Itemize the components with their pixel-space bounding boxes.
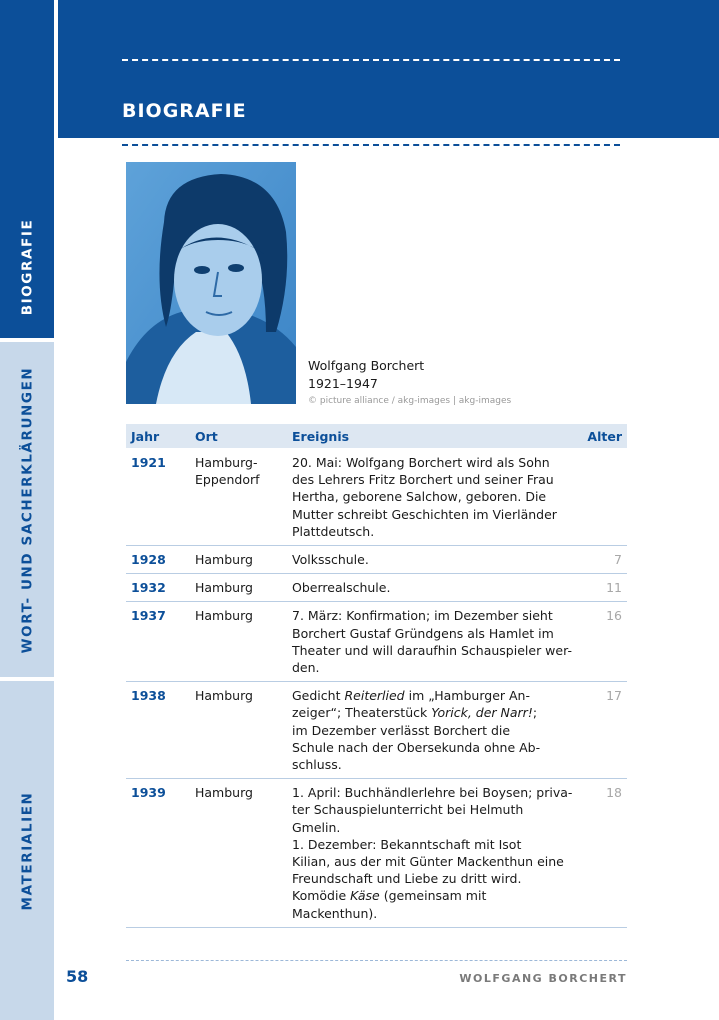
row-year: 1939 <box>126 779 190 928</box>
footer-dashed-rule <box>126 960 627 961</box>
row-year: 1938 <box>126 682 190 779</box>
column-header-jahr: Jahr <box>126 424 190 448</box>
row-event <box>287 546 579 574</box>
row-year: 1937 <box>126 602 190 682</box>
row-place <box>190 546 287 574</box>
row-event <box>287 779 579 928</box>
table-body <box>126 448 627 927</box>
tab-wort-und-sacherklaerungen-label: WORT- UND SACHERKLÄRUNGEN <box>19 366 35 653</box>
row-event-line: schluss. <box>292 757 342 773</box>
row-event-line: Theater und will daraufhin Schauspieler wer- <box>292 642 572 658</box>
row-event-line: 1. Dezember: Bekanntschaft mit Isot <box>292 836 522 852</box>
row-event-line: des Lehrers Fritz Borchert und seiner Frau <box>292 472 554 488</box>
row-event-line: Oberrealschule. <box>292 580 391 596</box>
row-event-line: Gedicht Reiterlied im „Hamburger An- <box>292 688 530 704</box>
tab-materialien-label: MATERIALIEN <box>19 791 36 910</box>
table-row <box>126 574 627 602</box>
row-age: 18 <box>579 779 627 928</box>
table-row <box>126 779 627 928</box>
tab-materialien[interactable] <box>0 681 54 1020</box>
portrait-illustration <box>126 162 296 404</box>
row-event <box>287 682 579 779</box>
table-row <box>126 682 627 779</box>
row-place-line: Hamburg <box>195 580 253 596</box>
row-event-line: ter Schauspielunterricht bei Helmuth Gmelin. <box>292 802 524 835</box>
row-age: 11 <box>579 574 627 602</box>
row-age: 16 <box>579 602 627 682</box>
row-event-line: 1. April: Buchhändlerlehre bei Boysen; priva- <box>292 785 573 801</box>
row-event-line: Borchert Gustaf Gründgens als Hamlet im <box>292 625 554 641</box>
row-event-line: Freundschaft und Liebe zu dritt wird. <box>292 871 522 887</box>
table-row <box>126 546 627 574</box>
column-header-ort: Ort <box>190 424 287 448</box>
column-header-alter: Alter <box>579 424 627 448</box>
page-title: BIOGRAFIE <box>122 100 247 122</box>
row-event-line: Komödie Käse (gemeinsam mit <box>292 888 487 904</box>
row-year: 1932 <box>126 574 190 602</box>
table-row <box>126 448 627 546</box>
row-place <box>190 448 287 546</box>
row-place <box>190 574 287 602</box>
row-age <box>579 448 627 546</box>
row-place-line: Hamburg- <box>195 455 258 470</box>
column-header-ereignis: Ereignis <box>287 424 579 448</box>
row-place <box>190 602 287 682</box>
row-event-line: im Dezember verlässt Borchert die <box>292 722 511 738</box>
row-event-line: 7. März: Konfirmation; im Dezember sieht <box>292 608 553 624</box>
title-dashed-rule <box>122 144 620 146</box>
portrait-caption-years: 1921–1947 <box>308 376 378 391</box>
row-year: 1928 <box>126 546 190 574</box>
row-age: 17 <box>579 682 627 779</box>
row-place <box>190 779 287 928</box>
header-dashed-rule <box>122 59 620 61</box>
table-row <box>126 602 627 682</box>
row-event-line: den. <box>292 660 320 676</box>
portrait-caption-name: Wolfgang Borchert <box>308 358 425 373</box>
row-event-line: Mackenthun). <box>292 905 378 921</box>
row-place-line: Eppendorf <box>195 472 260 488</box>
sidebar <box>0 0 54 1020</box>
running-footer-title: WOLFGANG BORCHERT <box>459 972 627 985</box>
table-header-row <box>126 424 627 448</box>
portrait-photo-credit: © picture alliance / akg-images | akg-images <box>308 396 512 406</box>
portrait-photo <box>126 162 296 404</box>
biography-table <box>126 424 627 928</box>
row-event-line: Schule nach der Obersekunda ohne Ab- <box>292 739 541 755</box>
tab-wort-und-sacherklaerungen[interactable] <box>0 342 54 677</box>
row-event-line: Mutter schreibt Geschichten im Vierländer <box>292 506 557 522</box>
row-event-line: Kilian, aus der mit Günter Mackenthun eine <box>292 854 564 870</box>
page-number: 58 <box>66 967 89 986</box>
row-place-line: Hamburg <box>195 688 253 704</box>
row-event-line: Plattdeutsch. <box>292 523 375 539</box>
row-place <box>190 682 287 779</box>
row-event <box>287 448 579 546</box>
row-event <box>287 574 579 602</box>
row-place-line: Hamburg <box>195 785 253 801</box>
tab-biografie-label: BIOGRAFIE <box>19 218 35 315</box>
row-event-line: 20. Mai: Wolfgang Borchert wird als Sohn <box>292 455 550 470</box>
row-event-line: Hertha, geborene Salchow, geboren. Die <box>292 489 547 505</box>
row-event-line: zeiger“; Theaterstück Yorick, der Narr!; <box>292 705 538 721</box>
row-event <box>287 602 579 682</box>
row-event-line: Volksschule. <box>292 552 369 568</box>
row-place-line: Hamburg <box>195 608 253 624</box>
tab-biografie[interactable] <box>0 0 54 338</box>
row-year: 1921 <box>126 448 190 546</box>
row-place-line: Hamburg <box>195 552 253 568</box>
row-age: 7 <box>579 546 627 574</box>
